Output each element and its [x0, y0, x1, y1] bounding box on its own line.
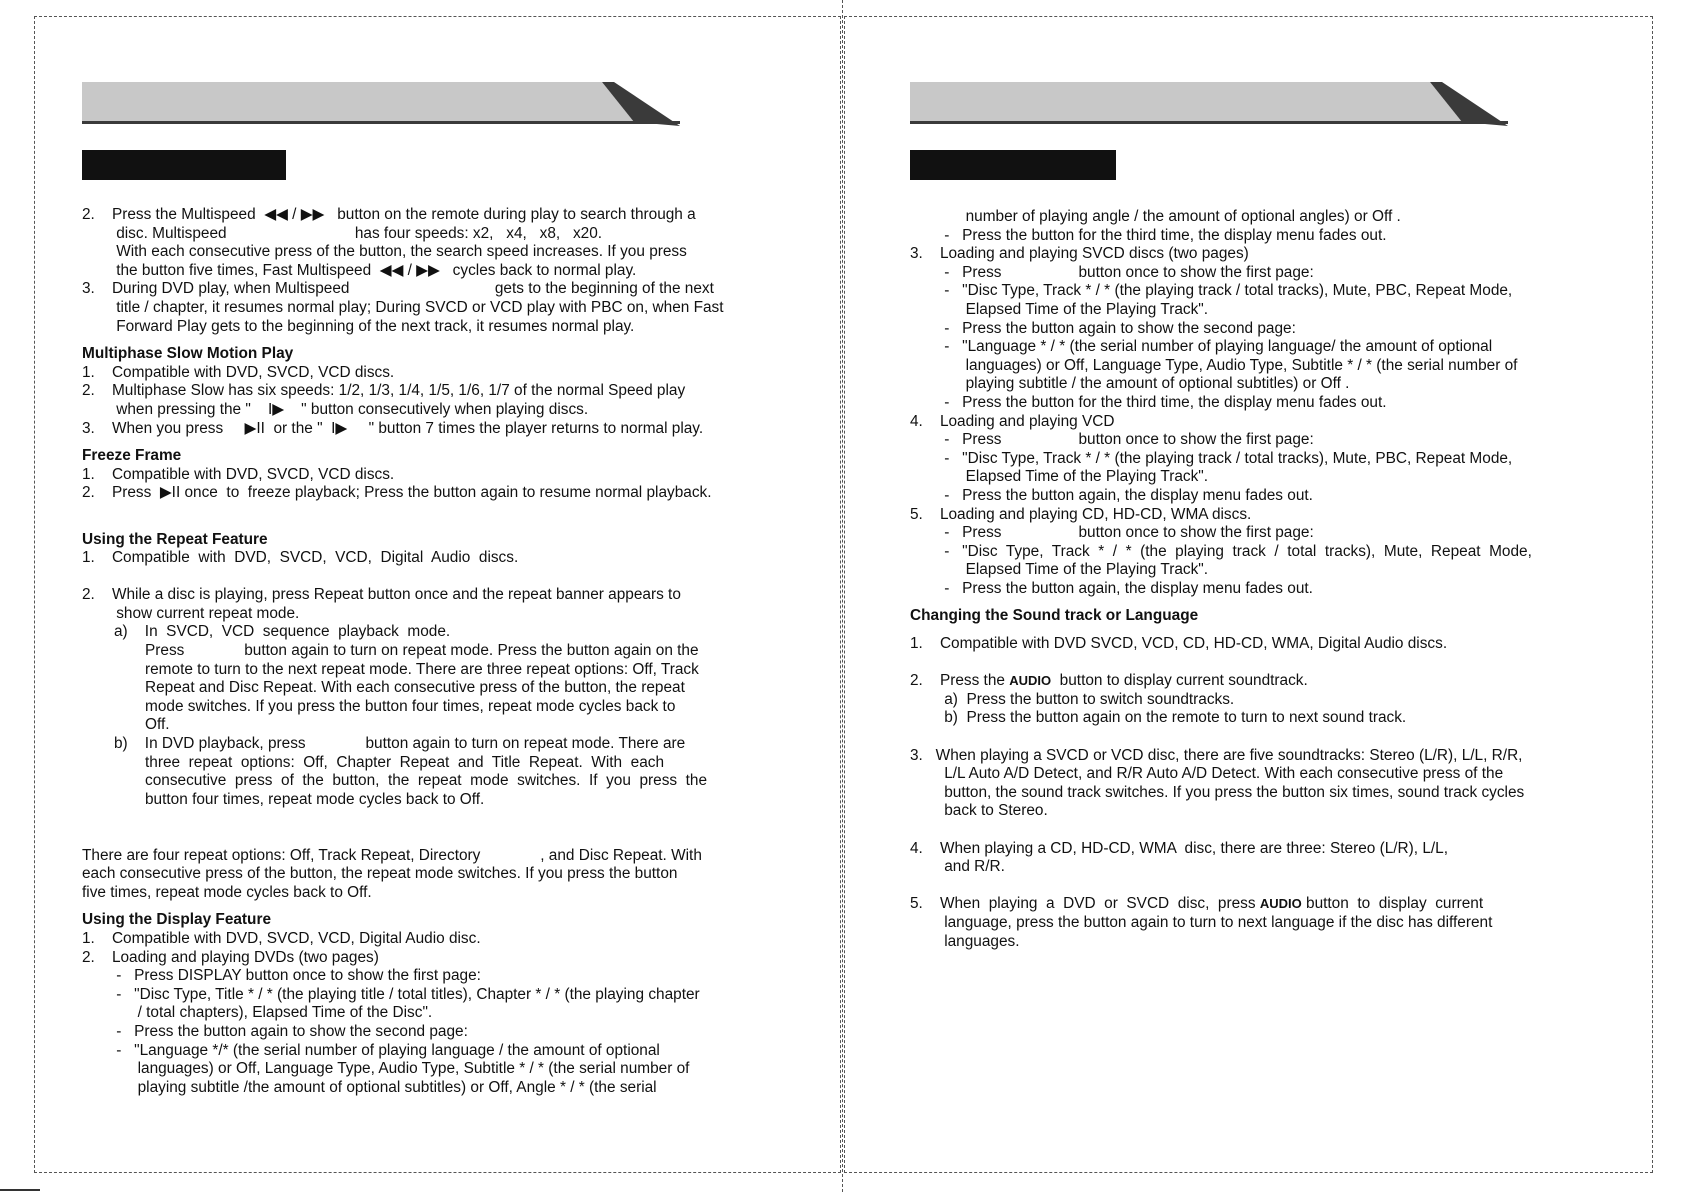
text-line: 1. Compatible with DVD, SVCD, VCD discs.	[82, 363, 395, 381]
text-line: Off.	[145, 716, 170, 734]
text-line: languages) or Off, Language Type, Audio Type, Subtitle * / * (the serial number of	[910, 356, 1518, 374]
text-line: b) Press the button again on the remote to turn to next sound track.	[910, 709, 1407, 727]
text-line: 1. Compatible with DVD, SVCD, VCD, Digital Audio disc.	[82, 929, 481, 947]
text-line: five times, repeat mode cycles back to Off.	[82, 883, 372, 901]
audio-label: AUDIO	[1009, 673, 1052, 689]
text-line: - Press button once to show the first page:	[910, 431, 1314, 449]
text-line: - "Disc Type, Track * / * (the playing track / total tracks), Mute, PBC, Repeat Mode,	[910, 282, 1513, 300]
text-span: 5. When playing a DVD or SVCD disc, press	[910, 895, 1260, 913]
text-line: There are four repeat options: Off, Track Repeat, Directory , and Disc Repeat. With	[82, 846, 702, 864]
text-line: button four times, repeat mode cycles back to Off.	[145, 790, 485, 808]
text-line: Press button again to turn on repeat mode. Press the button again on the	[145, 642, 699, 660]
text-line: b) In DVD playback, press button again to turn on repeat mode. There are	[114, 735, 686, 753]
section-heading: Using the Display Feature	[82, 911, 272, 929]
text-line: - Press the button for the third time, the display menu fades out.	[910, 393, 1387, 411]
text-line	[910, 672, 1610, 691]
text-line: Elapsed Time of the Playing Track".	[910, 300, 1209, 318]
text-line: 1. Compatible with DVD, SVCD, VCD, Digital Audio discs.	[82, 549, 519, 567]
text-line: Forward Play gets to the beginning of the next track, it resumes normal play.	[82, 317, 635, 335]
text-line: disc. Multispeed has four speeds: x2, x4, x8, x20.	[82, 224, 603, 242]
text-line: 1. Compatible with DVD, SVCD, VCD discs.	[82, 465, 395, 483]
text-line: Elapsed Time of the Playing Track".	[910, 561, 1209, 579]
text-line: 4. Loading and playing VCD	[910, 412, 1115, 430]
text-line: a) Press the button to switch soundtracks.	[910, 690, 1235, 708]
bottom-rule	[0, 1189, 40, 1191]
text-line: 5. Loading and playing CD, HD-CD, WMA discs.	[910, 505, 1252, 523]
text-line: - "Language * / * (the serial number of playing language/ the amount of optional	[910, 338, 1493, 356]
text-line: - Press the button for the third time, the display menu fades out.	[910, 226, 1387, 244]
section-heading: Multiphase Slow Motion Play	[82, 345, 294, 363]
text-line: 2. While a disc is playing, press Repeat button once and the repeat banner appears to	[82, 586, 681, 604]
text-line	[910, 895, 1610, 914]
text-line: - "Disc Type, Title * / * (the playing title / total titles), Chapter * / * (the playing chapter	[82, 985, 700, 1003]
text-line: playing subtitle /the amount of optional subtitles) or Off, Angle * / * (the serial	[82, 1078, 657, 1096]
text-line: 3. When you press ▶II or the " I▶ " button 7 times the player returns to normal play.	[82, 419, 704, 437]
audio-label: AUDIO	[1259, 896, 1302, 912]
text-line: Elapsed Time of the Playing Track".	[910, 468, 1209, 486]
text-line: - Press the button again, the display menu fades out.	[910, 486, 1313, 504]
right-column	[910, 208, 1610, 951]
header-bar-left	[82, 82, 682, 122]
text-line: 3. When playing a SVCD or VCD disc, there are five soundtracks: Stereo (L/R), L/L, R/R,	[910, 746, 1523, 764]
text-line: - "Disc Type, Track * / * (the playing track / total tracks), Mute, PBC, Repeat Mode,	[910, 449, 1513, 467]
text-line: playing subtitle / the amount of optional subtitles) or Off .	[910, 375, 1350, 393]
text-line: languages) or Off, Language Type, Audio Type, Subtitle * / * (the serial number of	[82, 1060, 690, 1078]
text-line: languages.	[910, 932, 1020, 950]
text-line: 3. Loading and playing SVCD discs (two pages)	[910, 245, 1249, 263]
left-column	[82, 206, 782, 1097]
text-line: back to Stereo.	[910, 802, 1048, 820]
text-line: 2. Loading and playing DVDs (two pages)	[82, 948, 379, 966]
text-line: mode switches. If you press the button four times, repeat mode cycles back to	[145, 697, 676, 715]
text-line: - Press button once to show the first page:	[910, 263, 1314, 281]
text-span: button to display current	[1301, 895, 1484, 913]
text-line: 2. Multiphase Slow has six speeds: 1/2, 1/3, 1/4, 1/5, 1/6, 1/7 of the normal Speed play	[82, 382, 686, 400]
section-tab-left	[82, 150, 286, 180]
text-line: 2. Press the Multispeed ◀◀ / ▶▶ button on the remote during play to search through a	[82, 206, 696, 223]
text-line: 4. When playing a CD, HD-CD, WMA disc, there are three: Stereo (L/R), L/L,	[910, 839, 1449, 857]
text-line: and R/R.	[910, 858, 1005, 876]
text-line: three repeat options: Off, Chapter Repeat and Title Repeat. With each	[145, 753, 665, 771]
text-line: L/L Auto A/D Detect, and R/R Auto A/D Detect. With each consecutive press of the	[910, 765, 1504, 783]
section-heading: Freeze Frame	[82, 447, 182, 465]
text-line: 3. During DVD play, when Multispeed gets to the beginning of the next	[82, 280, 714, 298]
text-line: each consecutive press of the button, the repeat mode switches. If you press the button	[82, 865, 678, 883]
section-heading: Using the Repeat Feature	[82, 530, 268, 548]
section-heading: Changing the Sound track or Language	[910, 607, 1199, 625]
text-line: 1. Compatible with DVD SVCD, VCD, CD, HD-CD, WMA, Digital Audio discs.	[910, 635, 1448, 653]
text-line: - Press DISPLAY button once to show the first page:	[82, 967, 481, 985]
text-line: 2. Press ▶II once to freeze playback; Press the button again to resume normal playback.	[82, 484, 712, 502]
text-line: remote to turn to the next repeat mode. There are three repeat options: Off, Track	[145, 660, 699, 678]
text-line: / total chapters), Elapsed Time of the Disc".	[82, 1004, 433, 1022]
text-line: - Press button once to show the first page:	[910, 524, 1314, 542]
text-span: 2. Press the	[910, 672, 1010, 690]
text-line: - Press the button again, the display menu fades out.	[910, 579, 1313, 597]
text-line: Repeat and Disc Repeat. With each consecutive press of the button, the repeat	[145, 679, 685, 697]
text-line: number of playing angle / the amount of optional angles) or Off .	[910, 208, 1401, 225]
text-line: a) In SVCD, VCD sequence playback mode.	[114, 623, 451, 641]
text-line: language, press the button again to turn to next language if the disc has different	[910, 913, 1493, 931]
page-divider	[842, 0, 843, 1192]
text-line: With each consecutive press of the button, the search speed increases. If you press	[82, 243, 687, 261]
text-line: - Press the button again to show the second page:	[82, 1022, 468, 1040]
text-line: when pressing the " I▶ " button consecutively when playing discs.	[82, 400, 589, 418]
text-line: title / chapter, it resumes normal play; During SVCD or VCD play with PBC on, when Fast	[82, 298, 724, 316]
text-line: - Press the button again to show the second page:	[910, 319, 1296, 337]
text-line: - "Language */* (the serial number of playing language / the amount of optional	[82, 1041, 660, 1059]
text-line: - "Disc Type, Track * / * (the playing track / total tracks), Mute, Repeat Mode,	[910, 542, 1532, 560]
section-tab-right	[910, 150, 1116, 180]
text-line: button, the sound track switches. If you press the button six times, sound track cycles	[910, 783, 1525, 801]
text-line: consecutive press of the button, the repeat mode switches. If you press the	[145, 772, 708, 790]
text-line: the button five times, Fast Multispeed ◀◀ / ▶▶ cycles back to normal play.	[82, 261, 637, 279]
text-span: button to display current soundtrack.	[1051, 672, 1308, 690]
header-bar-right	[910, 82, 1510, 122]
text-line: show current repeat mode.	[82, 604, 300, 622]
